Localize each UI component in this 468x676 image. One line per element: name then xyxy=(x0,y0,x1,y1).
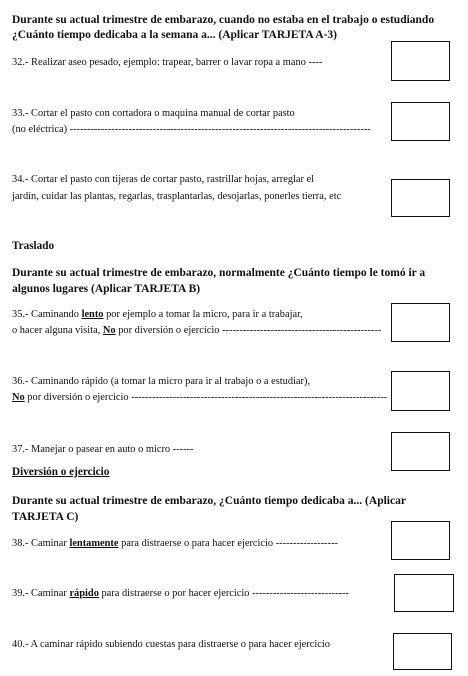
question-38-text-a: 38.- Caminar xyxy=(12,538,70,549)
diversion-intro-2: TARJETA C) xyxy=(12,511,79,523)
question-38-text-c: para distraerse o para hacer ejercicio xyxy=(118,538,274,549)
answer-box-34[interactable] xyxy=(391,179,450,217)
question-39-emphasis-rapido: rápido xyxy=(69,588,99,599)
question-37-text: 37.- Manejar o pasear en auto o micro xyxy=(12,444,171,455)
question-33-line-1: 33.- Cortar el pasto con cortadora o maquina manual de cortar pasto xyxy=(12,108,295,119)
question-33-text: (no eléctrica) xyxy=(12,124,68,135)
question-37 xyxy=(12,442,193,458)
question-35-line-1 xyxy=(12,307,303,323)
question-38 xyxy=(12,536,338,552)
question-35-dashes: ---------------------------------------------- xyxy=(222,325,382,336)
question-35-text-a: 35.- Caminando xyxy=(12,309,82,320)
answer-box-36[interactable] xyxy=(391,371,450,411)
answer-box-37[interactable] xyxy=(391,432,450,471)
question-32-text: 32.- Realizar aseo pesado, ejemplo: trapear, barrer o lavar ropa a mano xyxy=(12,57,306,68)
question-35-text-f: por diversión o ejercicio xyxy=(115,325,220,336)
answer-box-38[interactable] xyxy=(391,521,450,560)
question-34-line-2: jardín, cuidar las plantas, regarlas, trasplantarlas, desojarlas, ponerles tierra, etc xyxy=(12,191,342,202)
traslado-intro-2: algunos lugares (Aplicar TARJETA B) xyxy=(12,283,201,295)
question-39-text-c: para distraerse o por hacer ejercicio xyxy=(98,588,250,599)
question-36-emphasis-no: No xyxy=(12,392,25,403)
question-40: 40.- A caminar rápido subiendo cuestas para distraerse o para hacer ejercicio xyxy=(12,639,330,650)
section-heading-traslado: Traslado xyxy=(12,240,55,252)
question-38-emphasis-lentamente: lentamente xyxy=(69,538,119,549)
question-37-dashes: ------ xyxy=(172,444,194,455)
answer-box-40[interactable] xyxy=(393,633,452,670)
question-36-line-1: 36.- Caminando rápido (a tomar la micro para ir al trabajo o a estudiar), xyxy=(12,376,311,387)
question-39 xyxy=(12,586,349,602)
question-39-text-a: 39.- Caminar xyxy=(12,588,70,599)
diversion-intro-1: Durante su actual trimestre de embarazo, ¿Cuánto tiempo dedicaba a... (Aplicar xyxy=(12,495,406,507)
question-35-text-c: por ejemplo a tomar la micro, para ir a trabajar, xyxy=(103,309,303,320)
answer-box-35[interactable] xyxy=(391,303,450,342)
question-36-dashes: -------------------------------------------------------------------------- xyxy=(131,392,388,403)
question-35-emphasis-lento: lento xyxy=(81,309,104,320)
question-36-text-b: por diversión o ejercicio xyxy=(24,392,129,403)
question-35-line-2 xyxy=(12,323,381,339)
answer-box-39[interactable] xyxy=(394,574,454,612)
question-32-dashes: ---- xyxy=(308,57,323,68)
question-35-text-d: o hacer alguna visita, xyxy=(12,325,103,336)
question-36-line-2 xyxy=(12,390,387,406)
section-heading-diversion: Diversión o ejercicio xyxy=(12,466,110,478)
question-38-dashes: ------------------ xyxy=(275,538,339,549)
answer-box-33[interactable] xyxy=(391,102,450,141)
question-33-dashes: --------------------------------------------------------------------------------------- xyxy=(69,124,371,135)
question-39-dashes: ---------------------------- xyxy=(252,588,349,599)
question-35-emphasis-no: No xyxy=(102,325,116,336)
question-34-line-1: 34.- Cortar el pasto con tijeras de cortar pasto, rastrillar hojas, arreglar el xyxy=(12,174,315,185)
intro-text-2: ¿Cuánto tiempo dedicaba a la semana a... (Aplicar TARJETA A-3) xyxy=(12,29,337,41)
question-33-line-2 xyxy=(12,122,371,138)
intro-text-1: Durante su actual trimestre de embarazo, cuando no estaba en el trabajo o estudiando xyxy=(12,14,435,26)
traslado-intro-1: Durante su actual trimestre de embarazo, normalmente ¿Cuánto tiempo le tomó ir a xyxy=(12,267,426,279)
answer-box-32[interactable] xyxy=(391,41,450,81)
question-32 xyxy=(12,55,322,71)
